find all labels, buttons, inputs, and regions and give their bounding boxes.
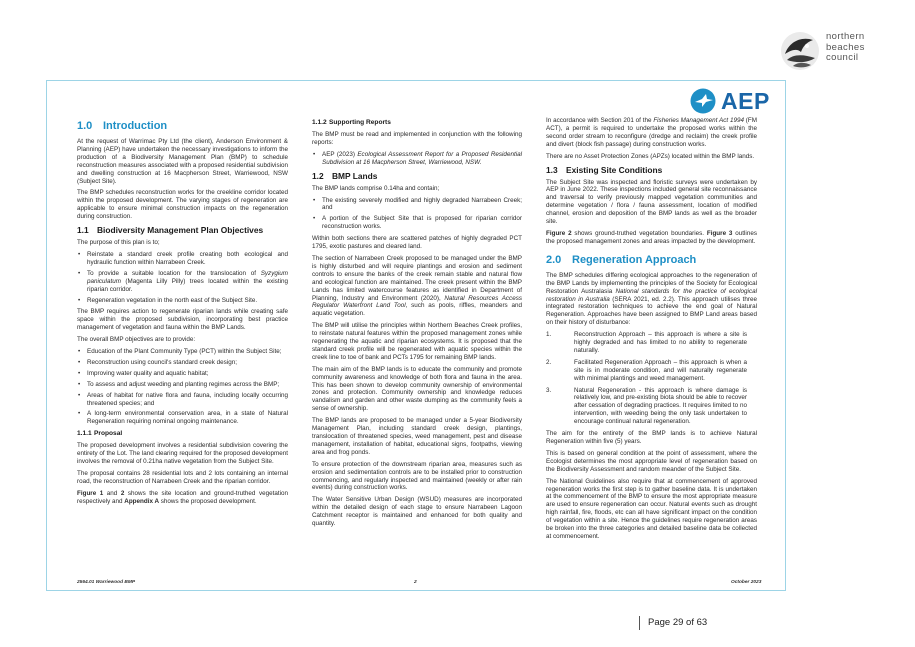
list-item: • Improving water quality and aquatic habitat; bbox=[77, 370, 288, 378]
list-item: • To provide a suitable location for the translocation of Syzygium paniculatum (Magenta Lilly Pilly) trees located within the existing riparian corridor. bbox=[77, 270, 288, 294]
footer-doc-id: 2564.01 Warriewood BMP bbox=[77, 580, 136, 585]
list-item: • Reinstate a standard creek profile creating both ecological and hydraulic function within Narrabeen Creek. bbox=[77, 251, 288, 267]
paragraph: The National Guidelines also require that at commencement of approved regeneration works the first step is to gather baseline data. It is undertaken at the commencement of the BMP to ensure the most appropriate measure are used to ensure regeneration can occur. Natural events such as drought high rainfall, fire, floods, etc can all have significant impact on the condition of vegetation within a site. Hence the guidelines require regeneration areas be broken into the three categories and detailed baseline data be collected at commencement. bbox=[546, 477, 757, 540]
paragraph: The BMP must be read and implemented in conjunction with the following reports: bbox=[312, 131, 522, 146]
paragraph: The proposed development involves a residential subdivision covering the entirety of the Lot. The land clearing required for the proposed development involves the removal of 0.21ha native vegetation from the Subject Site. bbox=[77, 442, 288, 466]
paragraph: This is based on general condition at the point of assessment, where the Ecologist determines the most appropriate level of regeneration based on the Biodiversity Assessment and random meander of the Subject Site. bbox=[546, 449, 757, 473]
paragraph: The overall BMP objectives are to provide: bbox=[77, 336, 196, 344]
council-line-1: northern bbox=[826, 31, 865, 42]
list-item: • Education of the Plant Community Type (PCT) within the Subject Site; bbox=[77, 348, 288, 356]
list-item: • The existing severely modified and highly degraded Narrabeen Creek; and bbox=[312, 197, 522, 213]
council-logo bbox=[779, 30, 899, 72]
heading-objectives: 1.1 Biodiversity Management Plan Objectives bbox=[77, 225, 264, 236]
aep-bird-icon bbox=[690, 88, 718, 114]
paragraph: There are no Asset Protection Zones (APZs) located within the BMP lands. bbox=[546, 152, 755, 160]
aep-wordmark: AEP bbox=[721, 88, 770, 114]
list-item: 1. Reconstruction Approach – this approach is where a site is highly degraded and has limited to no ability to regenerate naturally. bbox=[546, 331, 747, 354]
list-item: 2. Facilitated Regeneration Approach – this approach is when a site is in moderate condition, and will naturally regenerate with minimal plantings and weed management. bbox=[546, 358, 747, 382]
reports-list bbox=[312, 151, 522, 167]
paragraph: The aim for the entirety of the BMP lands is to achieve Natural Regeneration within five (5) years. bbox=[546, 430, 757, 445]
list-item: • Areas of habitat for native flora and fauna, including locally occurring threatened species; and bbox=[77, 392, 288, 408]
heading-site-conditions: 1.3 Existing Site Conditions bbox=[546, 164, 663, 175]
paragraph: Within both sections there are scattered patches of highly degraded PCT 1795, exotic pastures and cleared land. bbox=[312, 235, 522, 251]
heading-bmp-lands: 1.2 BMP Lands bbox=[312, 170, 378, 181]
footer-date: October 2023 bbox=[731, 580, 762, 585]
list-item: • A long-term environmental conservation area, in a state of Natural Regeneration requiring nominal ongoing maintenance. bbox=[77, 410, 288, 426]
list-item: • To assess and adjust weeding and planting regimes across the BMP; bbox=[77, 381, 288, 389]
paragraph: The section of Narrabeen Creek proposed to be managed under the BMP is highly disturbed and will require plantings and erosion and sediment controls to ensure the banks of the creek remain stable and natural flow and ecological function are maintained. The creek present within the BMP Lands has limited watercourse features as identified in Department of Planning, Industry and Environment (2020), Natural Resources Access Regulator Waterfront Land Tool, such as pools, riffles, meanders and aquatic vegetation. bbox=[312, 254, 522, 318]
heading-proposal: 1.1.1 Proposal bbox=[77, 430, 123, 438]
council-wordmark bbox=[826, 32, 865, 64]
list-item: 3. Natural Regeneration - this approach is where damage is relatively low, and pre-existing biota should be able to recover after cessation of degrading practices. It requires limited to no intervention, with weeding being the only task undertaken to encourage continual natural regeneration. bbox=[546, 386, 747, 426]
list-item: • Reconstruction using council's standard creek design; bbox=[77, 359, 288, 367]
heading-supporting-reports: 1.1.2 Supporting Reports bbox=[312, 119, 391, 126]
lands-list bbox=[312, 197, 522, 232]
council-emblem-icon bbox=[779, 30, 821, 72]
paragraph: The proposal contains 28 residential lots and 2 lots containing an internal road, the reconstruction of Narrabeen Creek and the riparian corridor. bbox=[77, 470, 288, 485]
paragraph: The BMP requires action to regenerate riparian lands while creating safe space within the proposed subdivision, incorporating best practice management of vegetation and fauna within the BMP Lands. bbox=[77, 308, 288, 332]
objectives-list bbox=[77, 348, 288, 426]
paragraph: The BMP lands are proposed to be managed under a 5-year Biodiversity Management Plan, including standard creek design, plantings, translocation of threatened species, weed management, pest and disease management, installation of habitat, educational signs, footpaths, viewing area and frog ponds. bbox=[312, 417, 522, 456]
council-line-3: council bbox=[826, 52, 859, 63]
paragraph: The Subject Site was inspected and floristic surveys were undertaken by AEP in June 2022. These inspections included general site reconnaissance and traversal to verify previously mapped vegetation communities and determine vegetation / flora / fauna assessment, location of modified channel, erosion and deposition of the BMP lands as well as the broader site. bbox=[546, 178, 757, 226]
paragraph: At the request of Warrimac Pty Ltd (the client), Anderson Environment & Planning (AEP) have undertaken the necessary investigations to inform the production of a Biodiversity Management Plan (BMP) to schedule reconstruction measures associated with a proposed residential subdivision and dwelling construction at 16 Macpherson Street, Warriewood, NSW (Subject Site). bbox=[77, 138, 288, 185]
paragraph: The purpose of this plan is to; bbox=[77, 239, 160, 247]
paragraph: The main aim of the BMP lands is to educate the community and promote community awareness and knowledge of both flora and fauna in the area. This has been shown to develop community ownership of environmental zones and protection. Community ownership and knowledge reduces vandalism and garden and other waste dumping as the community feels a sense of ownership. bbox=[312, 365, 522, 413]
paragraph: To ensure protection of the downstream riparian area, measures such as erosion and sedimentation controls are to be installed prior to construction commencing, and regularly inspected and maintained (weekly or after rain events) during construction works. bbox=[312, 460, 522, 492]
list-item: • A portion of the Subject Site that is proposed for riparian corridor reconstruction works. bbox=[312, 215, 522, 231]
aep-logo bbox=[690, 88, 770, 114]
list-item: • AEP (2023) Ecological Assessment Report for a Proposed Residential Subdivision at 16 Macpherson Street, Warriewood, NSW. bbox=[312, 151, 522, 167]
purpose-list bbox=[77, 251, 288, 304]
paragraph: The BMP schedules differing ecological approaches to the regeneration of the BMP Lands by implementing the principles of the Society for Ecological Restoration Australasia National standards for the practice of ecological restoration in Australia (SERA 2021, ed. 2.2). This approach utilises three integrated restoration techniques to achieve the end goal of Natural Regeneration. Approaches have been assigned to BMP Land areas based on their history of disturbance: bbox=[546, 271, 757, 327]
paragraph: The BMP lands comprise 0.14ha and contain; bbox=[312, 184, 440, 192]
paragraph: The BMP will utilise the principles within Northern Beaches Creek profiles, to reinstate natural features within the proposed management zones while regenerating the aquatic and riparian ecosystems. It is proposed that the standard creek profile will be regenerated with aquatic species within the creek line to toe of bank and PCTs 1795 for remaining BMP lands. bbox=[312, 322, 522, 361]
page-counter: Page 29 of 63 bbox=[639, 616, 707, 630]
list-item: • Regeneration vegetation in the north east of the Subject Site. bbox=[77, 297, 288, 305]
paragraph: Figure 2 shows ground-truthed vegetation boundaries. Figure 3 outlines the proposed management zones and areas impacted by the development. bbox=[546, 229, 757, 245]
paragraph: The Water Sensitive Urban Design (WSUD) measures are incorporated within the detailed design of each stage to ensure Narrabeen Lagoon Catchment receptor is maintained and enhanced for both quality and quantity. bbox=[312, 496, 522, 528]
footer-page-number: 2 bbox=[414, 580, 417, 585]
column-1 bbox=[77, 120, 288, 510]
paragraph: Figure 1 and 2 shows the site location and ground-truthed vegetation respectively and Appendix A shows the proposed development. bbox=[77, 489, 288, 505]
paragraph: The BMP schedules reconstruction works for the creekline corridor located within the proposed development. The varying stages of regeneration are applicable to ensure minimal construction impacts on the regeneration during construction. bbox=[77, 189, 288, 221]
column-3 bbox=[546, 117, 757, 545]
council-line-2: beaches bbox=[826, 41, 865, 53]
column-2 bbox=[312, 117, 522, 532]
approach-list bbox=[546, 331, 757, 426]
heading-regeneration: 2.0 Regeneration Approach bbox=[546, 253, 697, 266]
heading-introduction: 1.0 Introduction bbox=[77, 120, 168, 132]
paragraph: In accordance with Section 201 of the Fisheries Management Act 1994 (FM ACT), a permit is required to undertake the proposed works within the second order stream to reconfigure (dredge and reclaim) the creek profile and divert (block fish passage) during construction works. bbox=[546, 117, 757, 148]
